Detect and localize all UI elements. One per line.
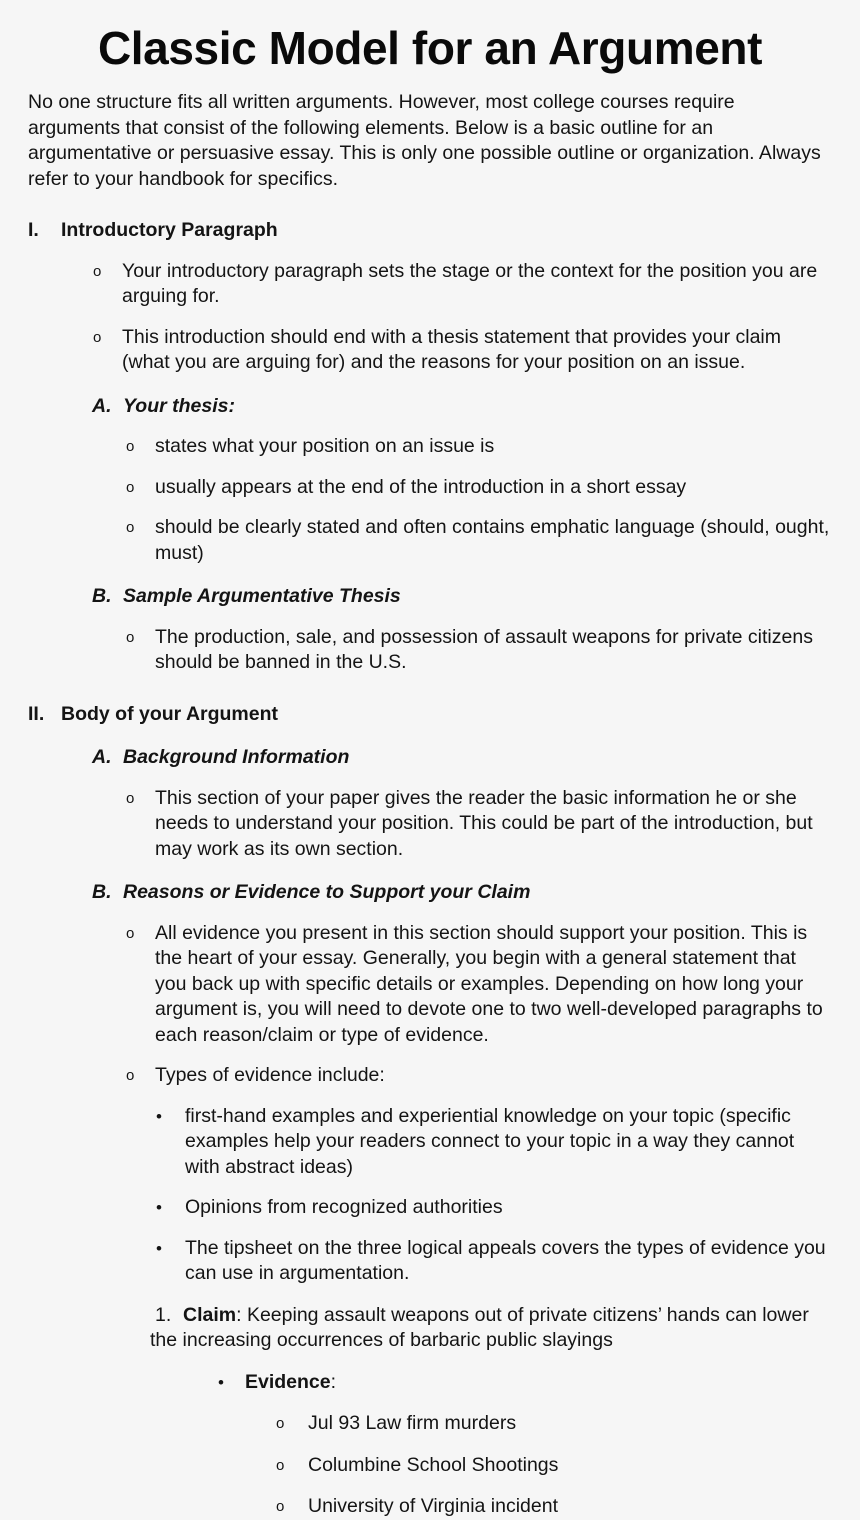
circle-bullet-icon: o [93,328,102,346]
list-marker-roman: II. [28,702,45,725]
list-item [0,259,860,310]
list-item-text: University of Virginia incident [308,1495,559,1517]
list-item [0,1104,860,1181]
circle-bullet-icon: o [126,519,135,536]
disc-bullet-icon: • [218,1372,224,1392]
list-marker-roman: I. [28,219,39,241]
outline-heading-roman [0,218,860,244]
heading-text: Body of your Argument [61,702,279,725]
disc-bullet-icon: • [156,1198,162,1217]
page-title: Classic Model for an Argument [97,22,763,74]
list-item-text: The production, sale, and possession of assault weapons for private citizens should be banned in the U.S. [155,625,813,673]
list-item [0,786,860,863]
list-item [0,1063,860,1089]
claim-label: Claim [183,1303,237,1326]
list-item-text: should be clearly stated and often contains emphatic language (should, ought, must) [155,516,830,564]
list-item-text: first-hand examples and experiential knowledge on your topic (specific examples help your readers connect to your topic in a way they cannot with abstract ideas) [185,1104,795,1178]
heading-text: Reasons or Evidence to Support your Claim [123,881,531,903]
list-item [0,1453,860,1479]
outline-heading-alpha [0,394,860,420]
heading-text: Introductory Paragraph [61,219,278,241]
list-item-text: Types of evidence include: [155,1064,385,1086]
list-item [0,1411,860,1437]
list-item-text: Your introductory paragraph sets the stage or the context for the position you are arguing for. [122,259,818,307]
list-marker-alpha: B. [92,585,112,607]
disc-bullet-icon: • [156,1238,162,1258]
list-item [0,1236,860,1287]
list-marker-alpha: A. [92,746,112,768]
claim-list-item [0,1303,860,1354]
list-marker-alpha: B. [92,881,112,903]
list-item [0,325,860,376]
disc-bullet-icon: • [156,1106,162,1126]
outline-heading-roman [0,702,860,728]
intro-paragraph: No one structure fits all written arguments. However, most college courses require arguments that consist of the following elements. Below is a basic outline for an argumentative or persuasive essay. This is only one possible outline or organization. Always refer to your handbook for specifics. [28,91,821,190]
heading-text: Sample Argumentative Thesis [123,585,401,607]
list-item-text: Columbine School Shootings [308,1453,559,1476]
outline-heading-alpha [0,584,860,610]
circle-bullet-icon: o [126,924,135,942]
list-item-text: This section of your paper gives the reader the basic information he or she needs to understand your position. This could be part of the introduction, but may work as its own section. [155,786,813,860]
claim-text: : Keeping assault weapons out of private citizens’ hands can lower the increasing occurrences of barbaric public slayings [150,1303,809,1351]
circle-bullet-icon: o [126,438,135,455]
list-item [0,434,860,460]
list-item-text: usually appears at the end of the introduction in a short essay [155,475,687,498]
list-item [0,475,860,501]
circle-bullet-icon: o [126,478,135,496]
heading-text: Your thesis: [123,394,235,417]
circle-bullet-icon: o [93,262,102,280]
evidence-label: Evidence [245,1370,331,1393]
circle-bullet-icon: o [276,1498,285,1515]
list-item [0,1494,860,1520]
evidence-colon: : [330,1370,337,1393]
list-item-text: All evidence you present in this section should support your position. This is the heart of your essay. Generally, you begin with a general statement that you back up with specific details or examples. Depending on how long your argument is, you will need to devote one to two well-developed paragraphs to each reason/claim or type of evidence. [155,921,823,1046]
list-item-text: This introduction should end with a thesis statement that provides your claim (what you are arguing for) and the reasons for your position on an issue. [122,325,782,373]
list-item [0,921,860,1049]
circle-bullet-icon: o [126,628,135,646]
list-item [0,625,860,676]
outline-list [0,218,860,1520]
list-item-text: states what your position on an issue is [155,435,495,457]
circle-bullet-icon: o [276,1415,285,1432]
list-item-text: The tipsheet on the three logical appeals covers the types of evidence you can use in argumentation. [185,1236,826,1284]
list-marker-number: 1. [155,1303,172,1326]
list-item-text: Opinions from recognized authorities [185,1196,503,1218]
heading-text: Background Information [123,746,350,768]
list-item [0,515,860,566]
list-item [0,1195,860,1221]
circle-bullet-icon: o [276,1456,285,1474]
outline-heading-alpha [0,745,860,771]
list-item-text: Jul 93 Law firm murders [308,1412,517,1434]
evidence-list-item [0,1370,860,1396]
circle-bullet-icon: o [126,1067,135,1084]
outline-heading-alpha [0,880,860,906]
list-marker-alpha: A. [92,394,112,417]
circle-bullet-icon: o [126,789,135,807]
